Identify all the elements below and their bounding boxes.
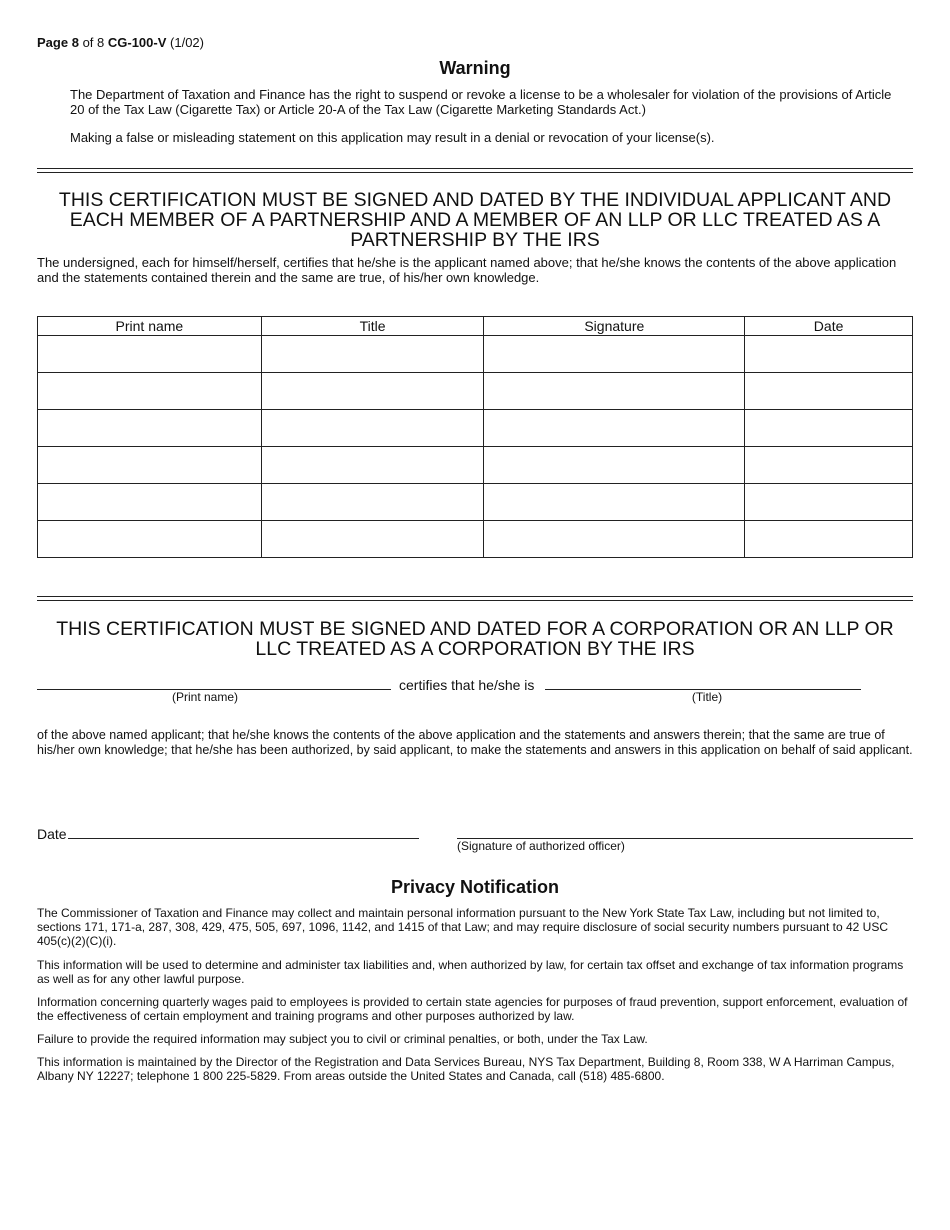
individual-certification-body: The undersigned, each for himself/herself, certifies that he/she is the applicant named above; that he/she knows the contents of the above application and the statements contained therein and the same are true, of his/her own knowledge. <box>37 255 897 285</box>
section-divider <box>37 596 913 601</box>
privacy-paragraph-4: Failure to provide the required information may subject you to civil or criminal penalties, or both, under the Tax Law. <box>37 1032 648 1046</box>
signature-cell[interactable] <box>484 410 745 447</box>
date-cell[interactable] <box>745 484 913 521</box>
page-number: 8 <box>71 35 79 50</box>
form-id: CG-100-V <box>107 35 167 50</box>
table-row <box>38 373 913 410</box>
title-cell[interactable] <box>261 447 484 484</box>
column-title: Title <box>261 317 484 336</box>
signature-cell[interactable] <box>484 484 745 521</box>
title-label: (Title) <box>691 690 723 704</box>
page-label: Page <box>37 35 69 50</box>
signature-table-header <box>38 317 913 336</box>
title-cell[interactable] <box>261 373 484 410</box>
print-name-cell[interactable] <box>38 521 262 558</box>
table-row <box>38 410 913 447</box>
certifies-text: certifies that he/she is <box>399 677 535 693</box>
warning-paragraph-2: Making a false or misleading statement on this application may result in a denial or revocation of your license(s). <box>70 130 715 145</box>
print-name-cell[interactable] <box>38 373 262 410</box>
print-name-label: (Print name) <box>171 690 239 704</box>
table-row <box>38 484 913 521</box>
signature-table <box>37 316 913 558</box>
date-line[interactable] <box>68 838 419 839</box>
print-name-cell[interactable] <box>38 484 262 521</box>
warning-title: Warning <box>439 58 511 78</box>
title-cell[interactable] <box>261 521 484 558</box>
signature-cell[interactable] <box>484 447 745 484</box>
date-cell[interactable] <box>745 373 913 410</box>
title-cell[interactable] <box>261 336 484 373</box>
column-print-name: Print name <box>38 317 262 336</box>
print-name-cell[interactable] <box>38 447 262 484</box>
print-name-cell[interactable] <box>38 410 262 447</box>
page-of: of 8 <box>82 35 105 50</box>
column-date: Date <box>745 317 913 336</box>
signature-cell[interactable] <box>484 373 745 410</box>
date-cell[interactable] <box>745 410 913 447</box>
individual-certification-title: THIS CERTIFICATION MUST BE SIGNED AND DATED BY THE INDIVIDUAL APPLICANT AND EACH MEMBER OF A PARTNERSHIP AND A MEMBER OF AN LLP OR LLC TREATED AS A PARTNERSHIP BY THE IRS <box>58 189 892 251</box>
table-row <box>38 521 913 558</box>
signature-label: (Signature of authorized officer) <box>457 839 625 853</box>
form-date: (1/02) <box>170 35 204 50</box>
title-cell[interactable] <box>261 484 484 521</box>
print-name-cell[interactable] <box>38 336 262 373</box>
privacy-paragraph-1: The Commissioner of Taxation and Finance may collect and maintain personal information pursuant to the New York State Tax Law, including but not limited to, sections 171, 171-a, 287, 308, 429, 475, 505, 697, 1096, 1142, and 1415 of that Law; and may require disclosure of social security numbers pursuant to 42 USC 405(c)(2)(C)(i). <box>37 906 888 948</box>
date-cell[interactable] <box>745 521 913 558</box>
privacy-paragraph-2: This information will be used to determine and administer tax liabilities and, when authorized by law, for certain tax offset and exchange of tax information programs as well as for any other lawful purpose. <box>37 958 904 986</box>
column-signature: Signature <box>484 317 745 336</box>
privacy-paragraph-3: Information concerning quarterly wages paid to employees is provided to certain state agencies for purposes of fraud prevention, support enforcement, evaluation of the effectiveness of certain employment and training programs and other purposes authorized by law. <box>37 995 908 1023</box>
title-cell[interactable] <box>261 410 484 447</box>
corporation-certification-title: THIS CERTIFICATION MUST BE SIGNED AND DATED FOR A CORPORATION OR AN LLP OR LLC TREATED AS A CORPORATION BY THE IRS <box>56 618 894 660</box>
date-label: Date <box>37 826 67 842</box>
privacy-paragraph-5: This information is maintained by the Director of the Registration and Data Services Bureau, NYS Tax Department, Building 8, Room 338, W A Harriman Campus, Albany NY 12227; telephone 1 800 225-5829. From areas outside the United States and Canada, call (518) 485-6800. <box>37 1055 895 1083</box>
page-header <box>37 35 204 50</box>
warning-paragraph-1: The Department of Taxation and Finance has the right to suspend or revoke a license to be a wholesaler for violation of the provisions of Article 20 of the Tax Law (Cigarette Tax) or Article 20-A of the Tax Law (Cigarette Marketing Standards Act.) <box>70 87 892 117</box>
section-divider <box>37 168 913 173</box>
date-cell[interactable] <box>745 336 913 373</box>
date-cell[interactable] <box>745 447 913 484</box>
table-row <box>38 447 913 484</box>
signature-cell[interactable] <box>484 521 745 558</box>
table-row <box>38 336 913 373</box>
corporation-certification-body: of the above named applicant; that he/she knows the contents of the above application and the statements and answers therein; that the same are true of his/her own knowledge; that he/she has been authorized, by said applicant, to make the statements and answers in this application on behalf of said applicant. <box>37 728 913 757</box>
signature-cell[interactable] <box>484 336 745 373</box>
privacy-title: Privacy Notification <box>390 877 560 897</box>
